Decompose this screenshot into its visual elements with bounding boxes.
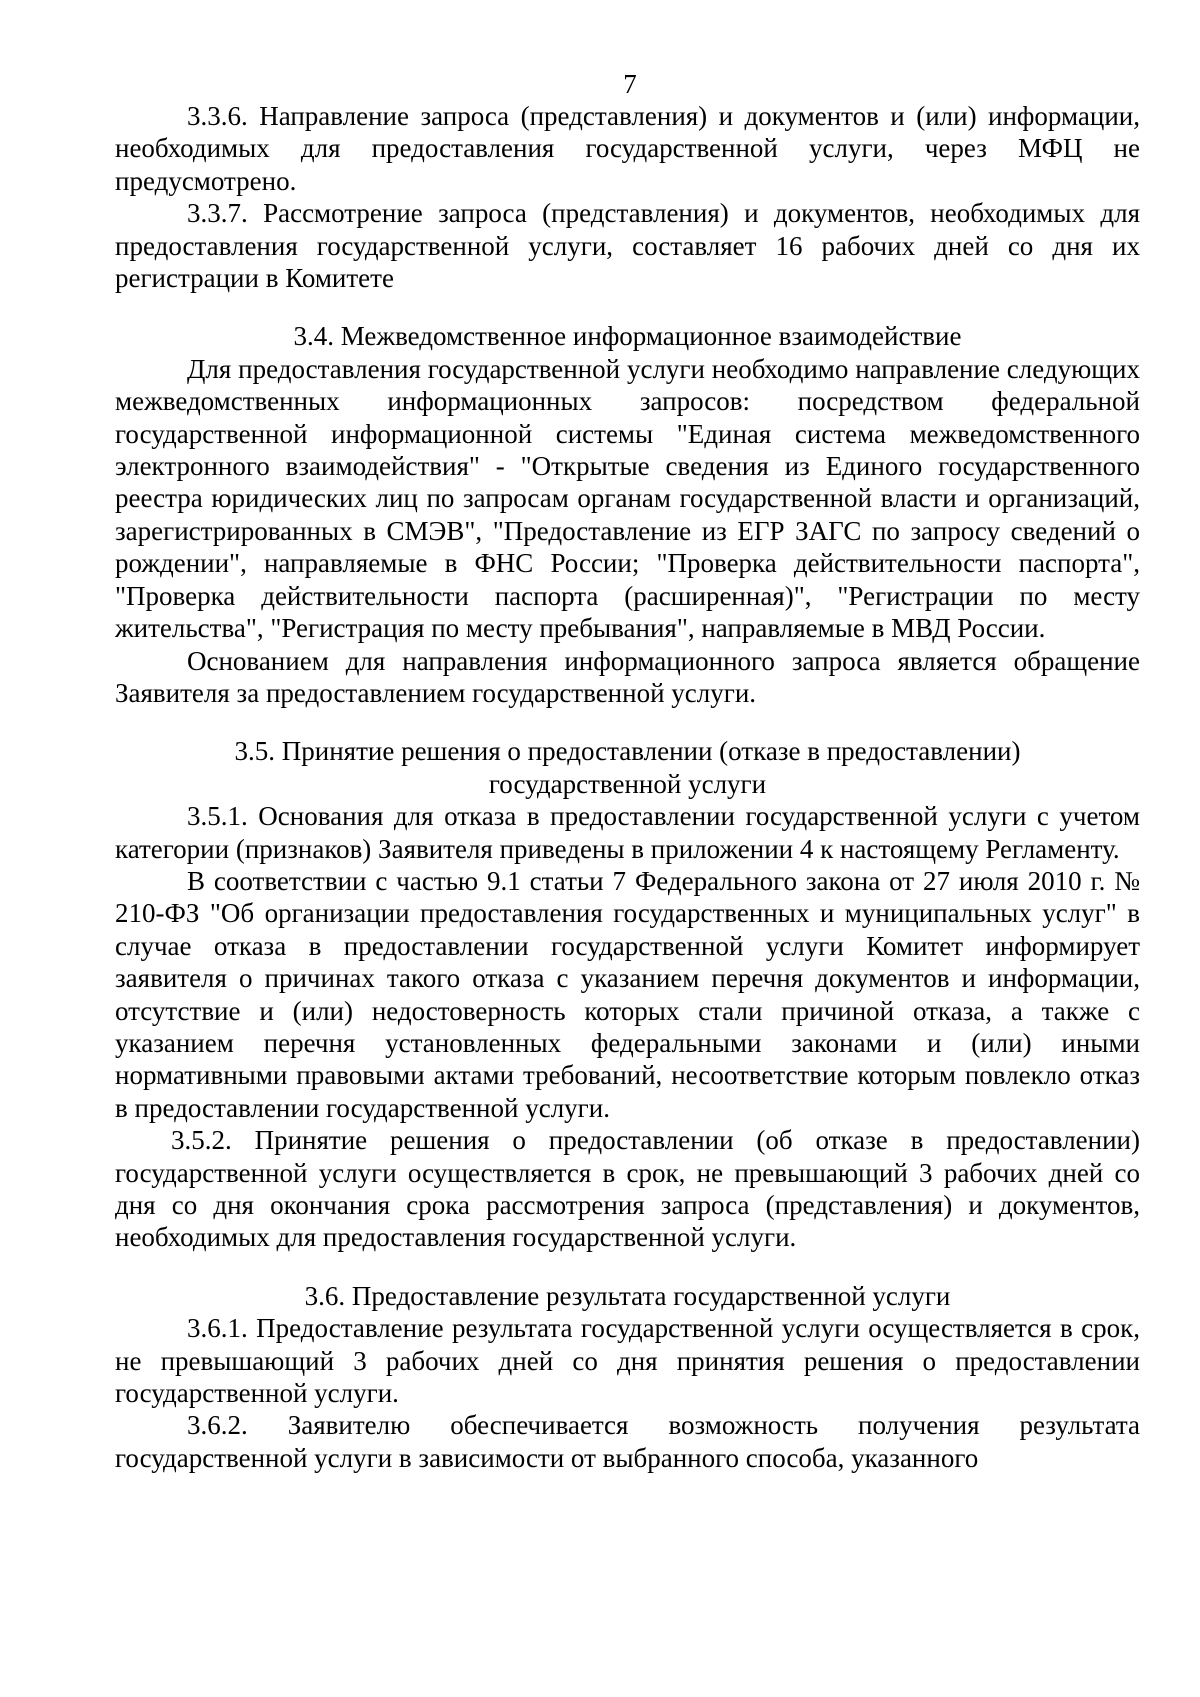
section-heading-3-6: 3.6. Предоставление результата государственной услуги [304, 1280, 951, 1311]
paragraph-3-6-1: 3.6.1. Предоставление результата государственной услуги осуществляется в срок, не превышающий 3 рабочих дней со дня принятия решения о предоставлении государственной услуги. [115, 1313, 1140, 1409]
paragraph-3-3-7: 3.3.7. Рассмотрение запроса (представления) и документов, необходимых для предоставления государственной услуги, составляет 16 рабочих дней со дня их регистрации в Комитете [115, 198, 1140, 294]
section-heading-3-5-line1: 3.5. Принятие решения о предоставлении (отказе в предоставлении) [234, 736, 1021, 767]
paragraph-3-5-1: 3.5.1. Основания для отказа в предоставлении государственной услуги с учетом категории (признаков) Заявителя приведены в приложении 4 к настоящему Регламенту. [115, 801, 1140, 864]
paragraph-3-6-2: 3.6.2. Заявителю обеспечивается возможность получения результата государственной услуги в зависимости от выбранного способа, указанного [115, 1410, 1140, 1473]
section-heading-3-4: 3.4. Межведомственное информационное взаимодействие [293, 321, 962, 352]
paragraph-3-3-6: 3.3.6. Направление запроса (представления) и документов и (или) информации, необходимых для предоставления государственной услуги, через МФЦ не предусмотрено. [115, 101, 1140, 196]
paragraph-3-5-2: 3.5.2. Принятие решения о предоставлении (об отказе в предоставлении) государственной услуги осуществляется в срок, не превышающий 3 рабочих дней со дня со дня окончания срока рассмотрения запроса (представления) и документов, необходимых для предоставления государственной услуги. [115, 1125, 1140, 1253]
section-heading-3-5-line2: государственной услуги [488, 768, 767, 799]
page-number: 7 [623, 69, 637, 99]
paragraph-3-4-basis: Основанием для направления информационного запроса является обращение Заявителя за предоставлением государственной услуги. [115, 645, 1140, 708]
paragraph-3-5-law: В соответствии с частью 9.1 статьи 7 Федерального закона от 27 июля 2010 г. № 210-ФЗ "Об организации предоставления государственных и муниципальных услуг" в случае отказа в предоставлении государственной услуги Комитет информирует заявителя о причинах такого отказа с указанием перечня документов и информации, отсутствие и (или) недостоверность которых стали причиной отказа, а также с указанием перечня установленных федеральными законами и (или) иными нормативными правовыми актами требований, несоответствие которым повлекло отказ в предоставлении государственной услуги. [115, 865, 1140, 1123]
paragraph-3-4-requests: Для предоставления государственной услуги необходимо направление следующих межведомственных информационных запросов: посредством федеральной государственной информационной системы "Единая система межведомственного электронного взаимодействия" - "Открытые сведения из Единого государственного реестра юридических лиц по запросам органам государственной власти и организаций, зарегистрированных в СМЭВ", "Предоставление из ЕГР ЗАГС по запросу сведений о рождении", направляемые в ФНС России; "Проверка действительности паспорта", "Проверка действительности паспорта (расширенная)", "Регистрации по месту жительства", "Регистрация по месту пребывания", направляемые в МВД России. [115, 353, 1140, 644]
document-body [115, 100, 1140, 1474]
section-heading-3-5 [115, 735, 1140, 800]
